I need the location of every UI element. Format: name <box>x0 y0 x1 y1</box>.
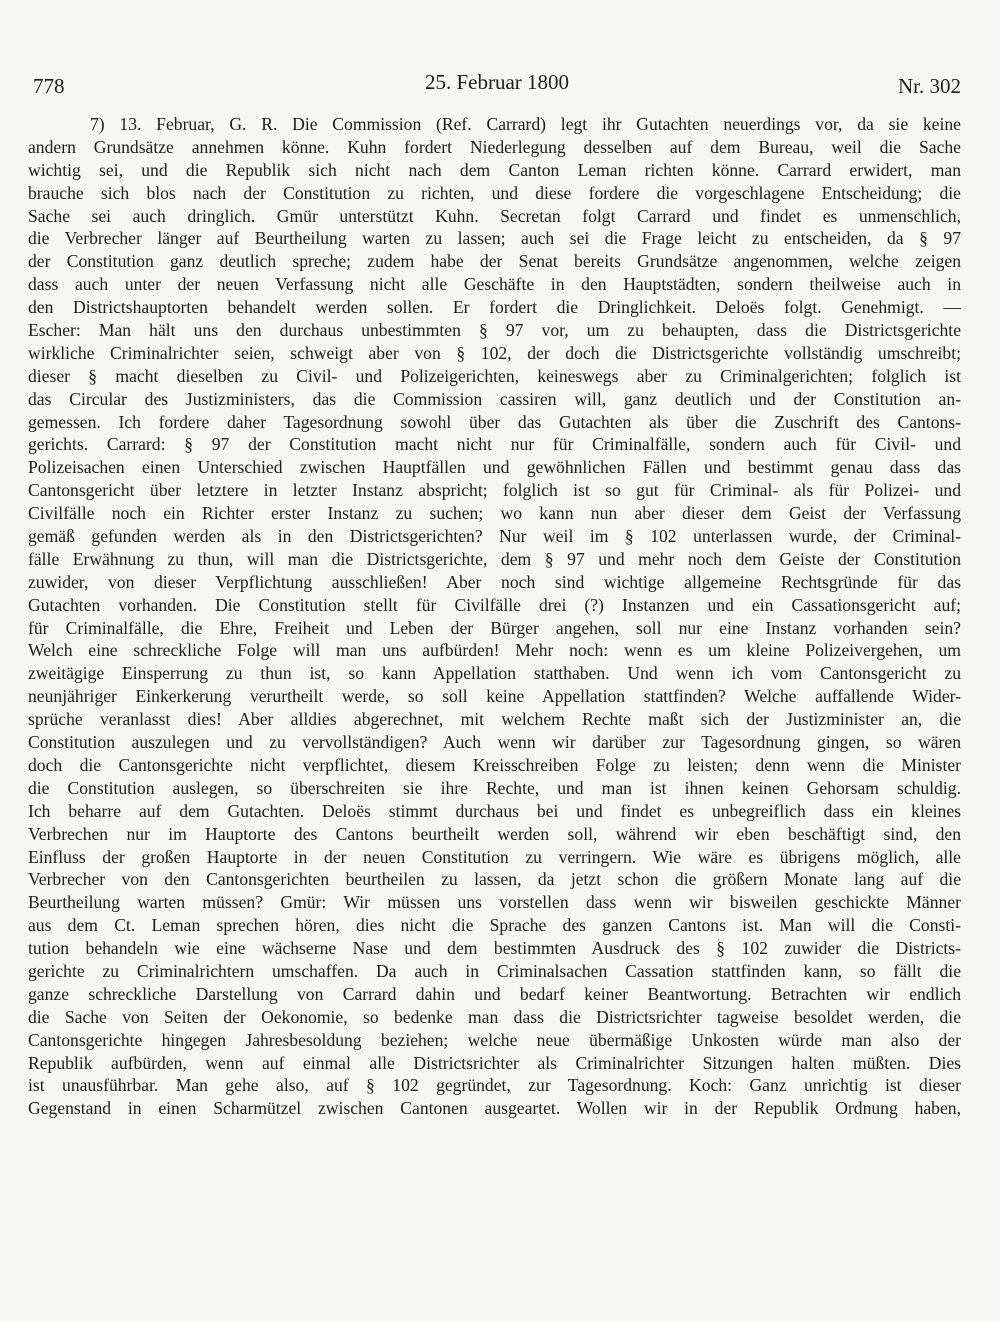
text-line: Civilfälle noch ein Richter erster Instanz zu suchen; wo kann nun aber dieser dem Geist der Verfassung <box>28 503 961 524</box>
document-number: Nr. 302 <box>898 74 961 98</box>
text-line: zweitägige Einsperrung zu thun ist, so kann Appellation statthaben. Und wenn ich vom Cantonsgericht zu <box>28 663 961 684</box>
text-line: Verbrechen nur im Hauptorte des Cantons beurtheilt werden soll, während wir eben beschäftigt sind, den <box>28 823 961 844</box>
text-line: doch die Cantonsgerichte nicht verpflichtet, diesem Kreisschreiben Folge zu leisten; denn wenn die Minister <box>28 754 961 775</box>
text-line: zuwider, von dieser Verpflichtung ausschließen! Aber noch sind wichtige allgemeine Rechtsgründe für das <box>28 571 961 592</box>
text-line: den Districtshauptorten behandelt werden sollen. Er fordert die Dringlichkeit. Deloës folgt. Genehmigt. — <box>28 297 961 318</box>
text-line: 7) 13. Februar, G. R. Die Commission (Ref. Carrard) legt ihr Gutachten neuerdings vor, da sie keine <box>90 114 961 134</box>
text-line: Polizeisachen einen Unterschied zwischen Hauptfällen und gewöhnlichen Fällen und bestimmt genau dass das <box>28 457 961 478</box>
text-line: ist unausführbar. Man gehe also, auf § 102 gegründet, zur Tagesordnung. Koch: Ganz unrichtig ist dieser <box>28 1075 961 1096</box>
text-line: dass auch unter der neuen Verfassung nicht alle Geschäfte in den Hauptstädten, sondern theilweise auch in <box>28 274 961 295</box>
running-header <box>33 70 961 98</box>
text-line: Verbrecher von den Cantonsgerichten beurtheilen zu lassen, da jetzt schon die größern Monate lang auf die <box>28 869 961 890</box>
text-line: der Constitution ganz deutlich spreche; zudem habe der Senat bereits Grundsätze angenommen, welche zeigen <box>28 251 961 272</box>
text-line: fälle Erwähnung zu thun, will man die Districtsgerichte, dem § 97 und mehr noch dem Geiste der Constitution <box>28 548 961 569</box>
body-text <box>28 113 961 1120</box>
text-line: andern Grundsätze annehmen könne. Kuhn fordert Niederlegung desselben auf dem Bureau, weil die Sache <box>28 136 961 157</box>
text-line: Sache sei auch dringlich. Gmür unterstützt Kuhn. Secretan folgt Carrard und findet es unmenschlich, <box>28 205 961 226</box>
page-number: 778 <box>33 74 65 98</box>
text-line: gemessen. Ich fordere daher Tagesordnung sowohl über das Gutachten als über die Zuschrift des Cantons- <box>28 411 961 432</box>
text-line: Republik aufbürden, wenn auf einmal alle Districtsrichter als Criminalrichter Sitzungen halten müßten. Dies <box>28 1052 961 1073</box>
header-date: 25. Februar 1800 <box>424 70 570 94</box>
text-line: tution behandeln wie eine wächserne Nase und dem bestimmten Ausdruck des § 102 zuwider die Districts- <box>28 938 961 959</box>
text-line: Gegenstand in einen Scharmützel zwischen Cantonen ausgeartet. Wollen wir in der Republik Ordnung haben, <box>28 1098 961 1119</box>
text-line: die Verbrecher länger auf Beurtheilung warten zu lassen; auch sei die Frage leicht zu entscheiden, da § 97 <box>28 228 961 249</box>
text-line: Cantonsgericht über letztere in letzter Instanz abspricht; folglich ist so gut für Criminal- als für Polizei- und <box>28 480 961 501</box>
text-line: Beurtheilung warten müssen? Gmür: Wir müssen uns vorstellen dass wenn wir bisweilen geschickte Männer <box>28 892 961 913</box>
text-line: Ich beharre auf dem Gutachten. Deloës stimmt durchaus bei und findet es unbegreiflich dass ein kleines <box>28 800 961 821</box>
text-line: die Sache von Seiten der Oekonomie, so bedenke man dass die Districtsrichter tagweise besoldet werden, die <box>28 1006 961 1027</box>
text-line: Einfluss der großen Hauptorte in der neuen Constitution zu verringern. Wie wäre es übrigens möglich, alle <box>28 846 961 867</box>
text-line: für Criminalfälle, die Ehre, Freiheit und Leben der Bürger angehen, soll nur eine Instanz vorhanden sein? <box>28 617 961 638</box>
text-line: ganze schreckliche Darstellung von Carrard dahin und bedarf keiner Beantwortung. Betrachten wir endlich <box>28 983 961 1004</box>
text-line: Gutachten vorhanden. Die Constitution stellt für Civilfälle drei (?) Instanzen und ein Cassationsgericht auf; <box>28 594 961 615</box>
text-line: Cantonsgerichte hingegen Jahresbesoldung beziehen; welche neue übermäßige Unkosten würde man also der <box>28 1029 961 1050</box>
text-line: das Circular des Justizministers, das die Commission cassiren will, ganz deutlich und der Constitution an- <box>28 388 961 409</box>
text-line: aus dem Ct. Leman sprechen hören, dies nicht die Sprache des ganzen Cantons ist. Man will die Consti- <box>28 915 961 936</box>
text-line: dieser § macht dieselben zu Civil- und Polizeigerichten, keineswegs aber zu Criminalgerichten; folglich ist <box>28 365 961 386</box>
text-line: Constitution auszulegen und zu vervollständigen? Auch wenn wir darüber zur Tagesordnung gingen, so wären <box>28 732 961 753</box>
text-line: brauche sich blos nach der Constitution zu richten, und diese fordere die vorgeschlagene Entscheidung; die <box>28 182 961 203</box>
text-line: sprüche veranlasst dies! Aber alldies abgerechnet, mit welchem Rechte maßt sich der Justizminister an, die <box>28 709 961 730</box>
text-line: neunjähriger Einkerkerung verurtheilt werde, so soll keine Appellation stattfinden? Welche auffallende Wider- <box>28 686 961 707</box>
text-line: wirkliche Criminalrichter seien, schweigt aber von § 102, der doch die Districtsgerichte vollständig umschreibt; <box>28 342 961 363</box>
text-line: wichtig sei, und die Republik sich nicht nach dem Canton Leman richten könne. Carrard erwidert, man <box>28 159 961 180</box>
text-line: gerichte zu Criminalrichtern umschaffen. Da auch in Criminalsachen Cassation stattfinden kann, so fällt die <box>28 960 961 981</box>
text-line: gerichts. Carrard: § 97 der Constitution macht nicht nur für Criminalfälle, sondern auch für Civil- und <box>28 434 961 455</box>
text-line: Welch eine schreckliche Folge will man uns aufbürden! Mehr noch: wenn es um kleine Polizeivergehen, um <box>28 640 961 661</box>
text-line: gemäß gefunden werden als in den Districtsgerichten? Nur weil im § 102 unterlassen wurde, der Criminal- <box>28 526 961 547</box>
text-line: Escher: Man hält uns den durchaus unbestimmten § 97 vor, um zu behaupten, dass die Districtsgerichte <box>28 320 961 341</box>
text-line: die Constitution auslegen, so überschreiten sie ihre Rechte, und man ist ihnen keinen Gehorsam schuldig. <box>28 777 961 798</box>
